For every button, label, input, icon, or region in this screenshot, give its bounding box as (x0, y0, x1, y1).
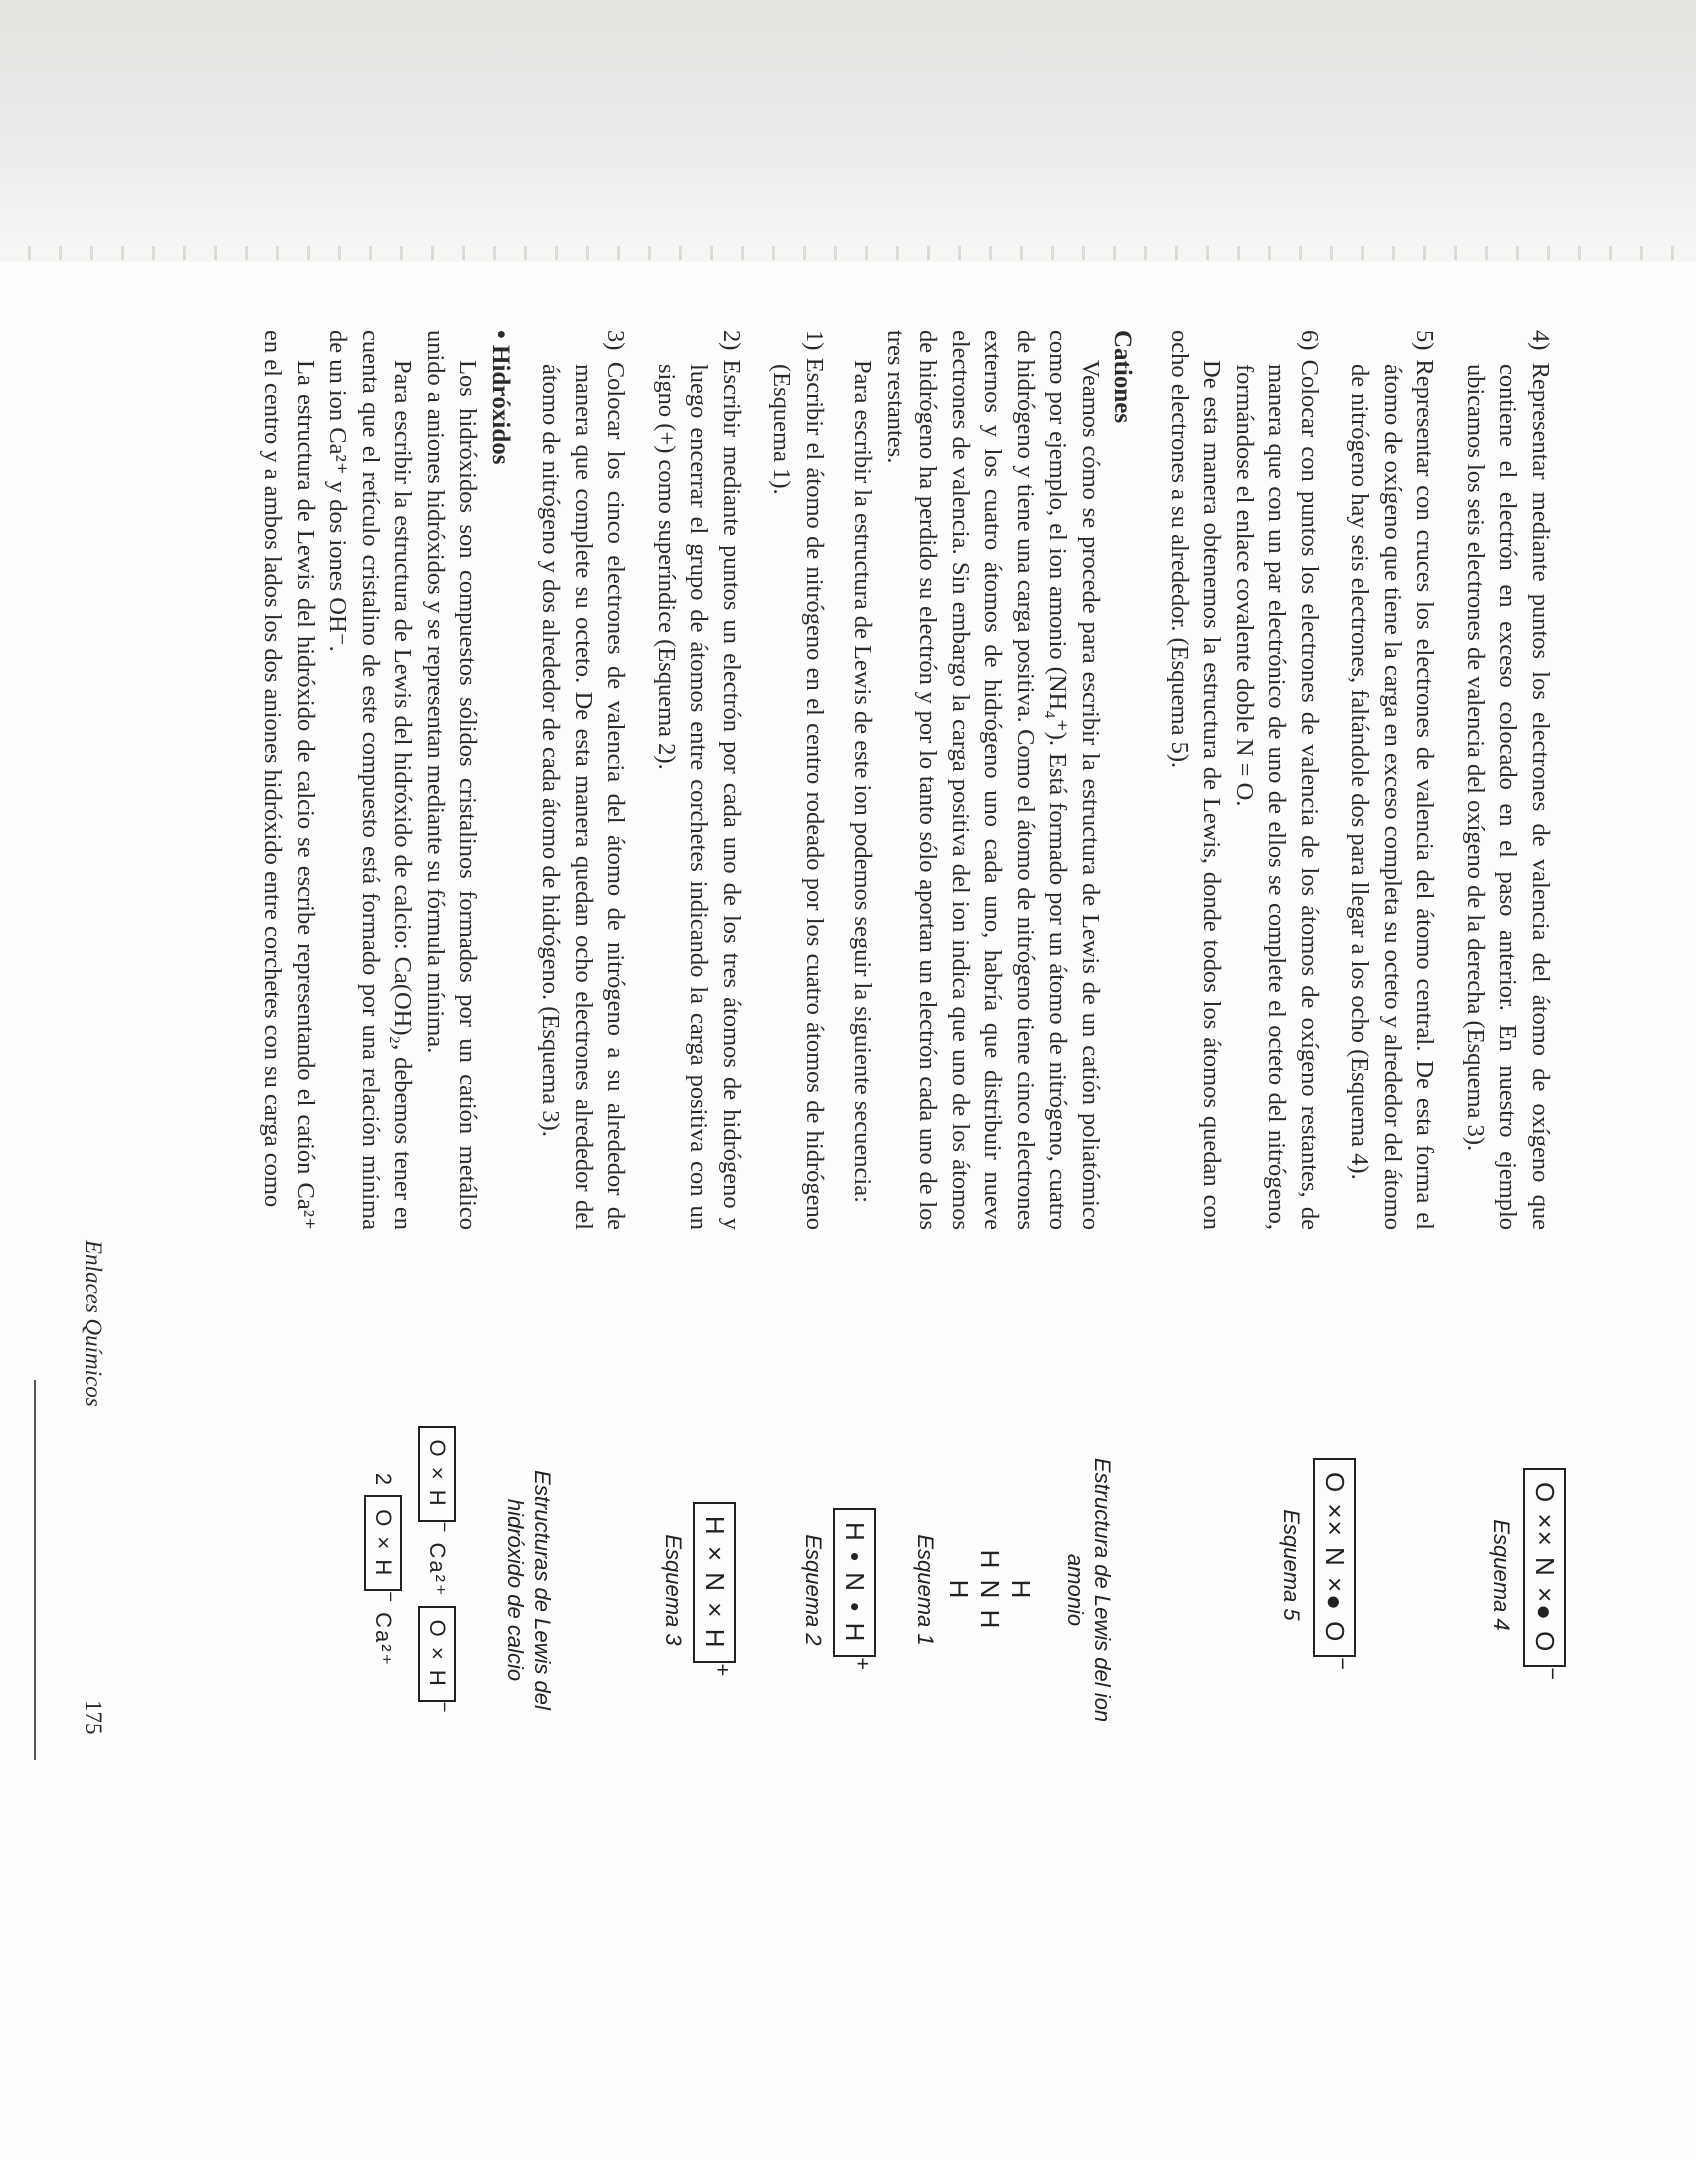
esquema-4-formula: O ×× N ×● O (1523, 1468, 1566, 1667)
paragraph-item-6: 6) Colocar con puntos los electrones de valencia de los átomos de oxígeno restantes, de manera que con un par electrónico de uno de ellos se complete el octeto del nitrógeno, formándose el enlace covalente doble N = O. (1231, 330, 1323, 1230)
paragraph-cationes-1: Veamos cómo se procede para escribir la estructura de Lewis de un catión poliatómico como por ejemplo, el ion amonio (NH₄⁺). Está formado por un átomo de nitrógeno, cuatro de hidrógeno y tiene una carga positiva. Como el átomo de nitrógeno tiene cinco electrones externos y los cuatro átomos de hidrógeno uno cada uno, habría que distribuir nueve electrones de valencia. Sin embargo la carga positiva del ion indica que uno de los átomos de hidrógeno ha perdido su electrón y por lo tanto sólo aportan un electrón cada uno de los tres restantes. (882, 330, 1104, 1230)
esquema-1-middle: H N H (975, 1549, 1005, 1631)
hidroxido-anion: O × H (364, 1495, 402, 1591)
esquema-3-caption: Esquema 3 (661, 1534, 686, 1646)
amonio-title: Estructura de Lewis del ion amonio (1063, 1457, 1115, 1723)
page-number: 175 (81, 1700, 106, 1735)
hidroxido-anion: O × H (418, 1606, 456, 1702)
section-heading-cationes: Cationes (1109, 330, 1137, 424)
esquema-5-formula: O ×× N ×● O (1313, 1458, 1356, 1657)
calcium-cation: Ca²⁺ (371, 1612, 396, 1668)
hidroxido-figure: O × H− Ca²⁺ O × H− 2 O × H− Ca²⁺ (364, 1380, 456, 1760)
paragraph-hidroxidos-3: La estructura de Lewis del hidróxido de calcio se escribe representando el catión Ca²⁺ en el centro y a ambos lados los dos aniones hidróxido entre corchetes con su carga como (259, 330, 319, 1230)
esquema-1-h-bottom: H (944, 1579, 974, 1601)
calcium-cation: Ca²⁺ (425, 1542, 450, 1598)
paragraph-item-6b: De esta manera obtenemos la estructura de Lewis, donde todos los átomos quedan con ocho electrones a su alrededor. (Esquema 5). (1166, 330, 1226, 1230)
paragraph-cationes-2: Para escribir la estructura de Lewis de este ion podemos seguir la siguiente secuencia: (849, 360, 877, 1203)
esquema-2-formula: H • N • H (833, 1508, 876, 1657)
paragraph-hidroxidos-1: Los hidróxidos son compuestos sólidos cristalinos formados por un catión metálico unido a aniones hidróxidos y se representan mediante su fórmula mínima. (422, 330, 482, 1230)
paragraph-hidroxidos-2: Para escribir la estructura de Lewis del hidróxido de calcio: Ca(OH)₂, debemos tener en cuenta que el retículo cristalino de este compuesto está formado por una relación mínima de un ion Ca²⁺ y dos iones OH⁻. (324, 330, 417, 1230)
text-column (256, 330, 1556, 1230)
coefficient: 2 (371, 1472, 396, 1488)
esquema-2-caption: Esquema 2 (801, 1534, 826, 1646)
charge-minus: − (1540, 1667, 1566, 1683)
esquema-3-formula: H × N × H (693, 1502, 736, 1664)
esquema-5-caption: Esquema 5 (1279, 1509, 1304, 1621)
charge-plus: + (710, 1663, 736, 1679)
esquema-1-caption: Esquema 1 (913, 1534, 938, 1646)
esquema-2-figure (800, 1440, 876, 1740)
section-heading-hidroxidos: • Hidróxidos (487, 330, 514, 465)
esquema-3-figure (660, 1440, 736, 1740)
esquema-4-caption: Esquema 4 (1489, 1519, 1514, 1631)
paragraph-step-1: 1) Escribir el átomo de nitrógeno en el centro rodeado por los cuatro átomos de hidrógeno (Esquema 1). (768, 330, 828, 1230)
paragraph-item-5: 5) Representar con cruces los electrones de valencia del átomo central. De esta forma el átomo de oxígeno que tiene la carga en exceso completa su octeto y alrededor del átomo de nitrógeno hay seis electrones, faltándole dos para llegar a los ocho (Esquema 4). (1346, 330, 1439, 1230)
running-title: Enlaces Químicos (81, 1240, 106, 1407)
hidroxido-anion: O × H (418, 1426, 456, 1522)
esquema-1-figure (912, 1450, 1036, 1730)
paragraph-step-2: 2) Escribir mediante puntos un electrón por cada uno de los tres átomos de hidrógeno y luego encerrar el grupo de átomos entre corchetes indicando la carga positiva con un signo (+) como superíndice (Esquema 2). (653, 330, 745, 1230)
footer-rule (34, 1380, 36, 1760)
charge-minus: − (1330, 1657, 1356, 1673)
hidroxido-title: Estructuras de Lewis del hidróxido de calcio (503, 1470, 555, 1710)
esquema-4-figure (1488, 1410, 1566, 1740)
paragraph-step-3: 3) Colocar los cinco electrones de valencia del átomo de nitrógeno a su alrededor de manera que complete su octeto. De esta manera quedan ocho electrones alrededor del átomo de nitrógeno y dos alrededor de cada átomo de hidrógeno. (Esquema 3). (537, 330, 630, 1230)
paragraph-item-4: 4) Representar mediante puntos los electrones de valencia del átomo de oxígeno que contiene el electrón en exceso colocado en el paso anterior. En nuestro ejemplo ubicamos los seis electrones de valencia del oxígeno de la derecha (Esquema 3). (1462, 330, 1554, 1230)
charge-plus: + (850, 1657, 876, 1673)
esquema-1-h-top: H (1006, 1579, 1036, 1601)
esquema-5-figure (1278, 1390, 1356, 1740)
